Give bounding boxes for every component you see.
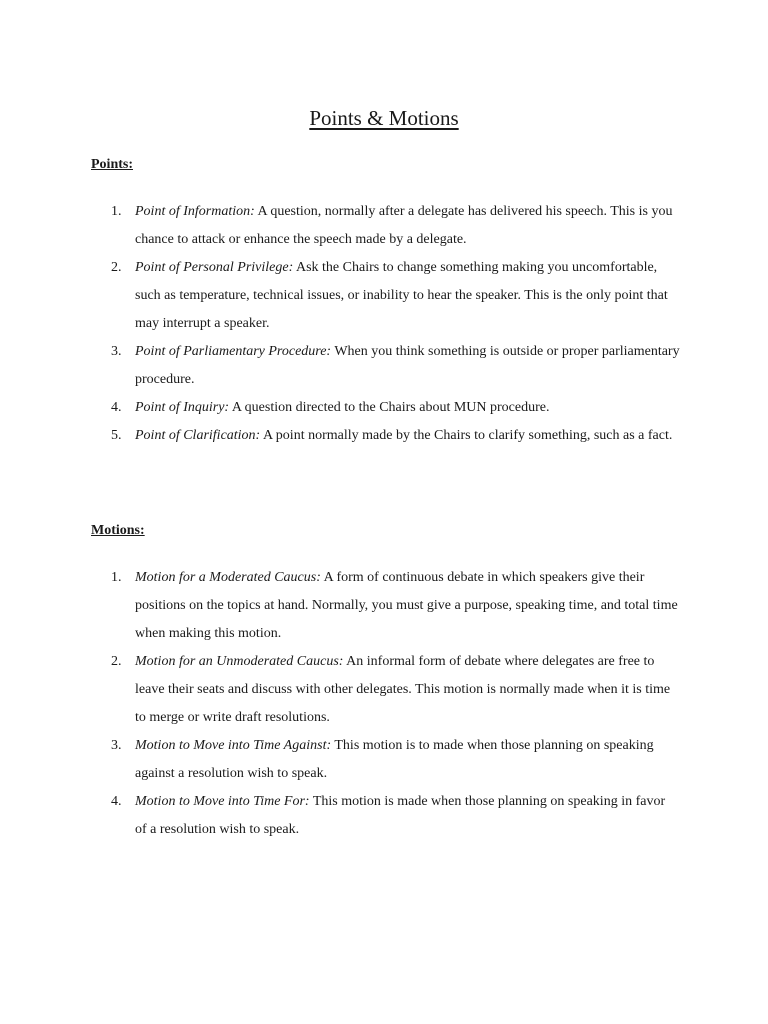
item-description: A form of continuous debate in which speakers give their positions on the topics at hand. Normally, you must give a purpose, speaking time, and total time when making this motion. [135, 570, 678, 641]
motions-list-item [0, 788, 768, 844]
item-number: 3. [111, 344, 122, 359]
points-heading: Points: [91, 157, 133, 172]
points-list-item [0, 338, 768, 394]
motions-list-item [0, 648, 768, 732]
points-list-item [0, 422, 768, 450]
item-description: A point normally made by the Chairs to clarify something, such as a fact. [260, 428, 673, 443]
item-term: Point of Information: [135, 204, 255, 219]
item-description: A question, normally after a delegate has delivered his speech. This is you chance to attack or enhance the speech made by a delegate. [135, 204, 673, 247]
item-term: Point of Clarification: [135, 428, 261, 443]
item-description: This motion is to made when those planning on speaking against a resolution wish to speak. [135, 738, 654, 781]
item-term: Motion for a Moderated Caucus: [135, 570, 321, 585]
item-term: Point of Inquiry: [135, 400, 230, 415]
item-term: Point of Personal Privilege: [135, 260, 294, 275]
points-list-item [0, 254, 768, 338]
item-number: 4. [111, 400, 122, 415]
page-title: Points & Motions [309, 106, 459, 130]
item-description: When you think something is outside or proper parliamentary procedure. [135, 344, 680, 387]
item-description: A question directed to the Chairs about MUN procedure. [229, 400, 550, 415]
item-number: 3. [111, 738, 122, 753]
item-term: Motion for an Unmoderated Caucus: [135, 654, 344, 669]
item-number: 4. [111, 794, 122, 809]
item-term: Point of Parliamentary Procedure: [135, 344, 332, 359]
points-list-item [0, 198, 768, 254]
item-term: Motion to Move into Time Against: [135, 738, 332, 753]
item-number: 5. [111, 428, 122, 443]
item-term: Motion to Move into Time For: [135, 794, 310, 809]
points-list-item [0, 394, 768, 422]
item-number: 2. [111, 654, 122, 669]
motions-list-item [0, 732, 768, 788]
motions-heading: Motions: [91, 523, 145, 538]
item-number: 1. [111, 204, 122, 219]
item-number: 1. [111, 570, 122, 585]
item-number: 2. [111, 260, 122, 275]
item-description: Ask the Chairs to change something making you uncomfortable, such as temperature, technical issues, or inability to hear the speaker. This is the only point that may interrupt a speaker. [135, 260, 668, 331]
item-description: An informal form of debate where delegates are free to leave their seats and discuss with other delegates. This motion is normally made when it is time to merge or write draft resolutions. [135, 654, 671, 725]
points-list [0, 198, 768, 450]
motions-list [0, 564, 768, 844]
item-description: This motion is made when those planning on speaking in favor of a resolution wish to speak. [135, 794, 666, 837]
motions-list-item [0, 564, 768, 648]
